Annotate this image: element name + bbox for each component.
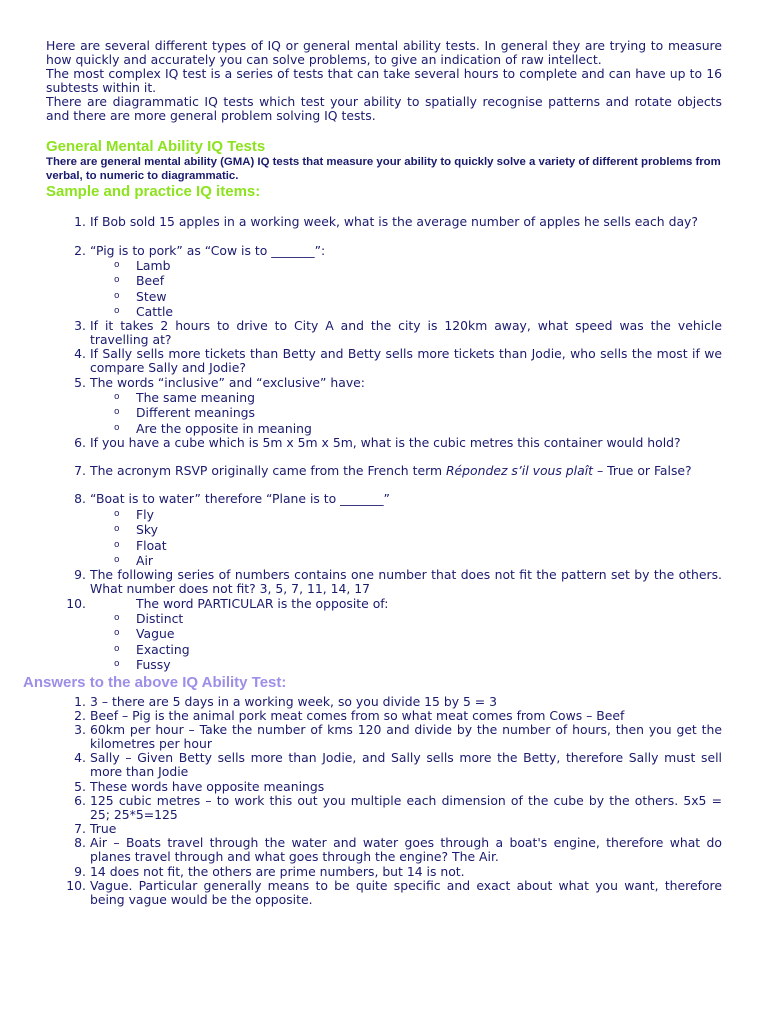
bullet-icon: o (114, 306, 120, 316)
question-text (90, 464, 722, 478)
bullet-icon: o (114, 613, 120, 623)
answer-number: 1. (74, 694, 86, 709)
gma-heading: General Mental Ability IQ Tests (46, 138, 266, 155)
question-number: 8. (74, 491, 86, 506)
bullet-icon: o (114, 540, 120, 550)
question-number: 1. (74, 214, 86, 229)
option-text: Stew (136, 289, 167, 304)
intro-paragraph-3: There are diagrammatic IQ tests which test your ability to spatially recognise patterns and rotate objects and there are more general problem solving IQ tests. (46, 93, 722, 123)
option-text: Exacting (136, 642, 190, 657)
bullet-icon: o (114, 291, 120, 301)
sample-heading: Sample and practice IQ items: (46, 183, 261, 200)
answer-text: 3 – there are 5 days in a working week, so you divide 15 by 5 = 3 (90, 694, 497, 709)
option-text: Different meanings (136, 405, 255, 420)
option-text: Float (136, 538, 167, 553)
bullet-icon: o (114, 509, 120, 519)
question-number: 5. (74, 375, 86, 390)
question-text: If it takes 2 hours to drive to City A and the city is 120km away, what speed was the vehicle travelling at? (90, 318, 722, 347)
question-text: The following series of numbers contains one number that does not fit the pattern set by the others. What number does not fit? 3, 5, 7, 11, 14, 17 (90, 567, 722, 596)
answer-text: True (90, 821, 117, 836)
answer-number: 6. (74, 793, 86, 808)
gma-description: There are general mental ability (GMA) IQ tests that measure your ability to quickly solve a variety of different problems from verbal, to numeric to diagrammatic. (46, 156, 721, 182)
question-number: 4. (74, 346, 86, 361)
answer-text: 125 cubic metres – to work this out you multiple each dimension of the cube by the others. 5x5 = 25; 25*5=125 (90, 793, 722, 822)
answer-number: 4. (74, 750, 86, 765)
question-text: If Sally sells more tickets than Betty and Betty sells more tickets than Jodie, who sells the most if we compare Sally and Jodie? (90, 346, 722, 375)
bullet-icon: o (114, 659, 120, 669)
answer-number: 2. (74, 708, 86, 723)
question-number: 7. (74, 463, 86, 478)
question-text: “Boat is to water” therefore “Plane is to _______” (90, 491, 390, 506)
answer-number: 7. (74, 821, 86, 836)
bullet-icon: o (114, 555, 120, 565)
option-text: Fly (136, 507, 154, 522)
answer-number: 10. (66, 878, 86, 893)
answer-number: 8. (74, 835, 86, 850)
answer-text: Beef – Pig is the animal pork meat comes from so what meat comes from Cows – Beef (90, 708, 625, 723)
answer-text: These words have opposite meanings (90, 779, 325, 794)
answers-heading: Answers to the above IQ Ability Test: (23, 674, 287, 691)
option-text: Vague (136, 626, 175, 641)
answer-text: Air – Boats travel through the water and water goes through a boat's engine, therefore what do planes travel through and what goes through the engine? The Air. (90, 835, 722, 864)
intro-paragraph-1: Here are several different types of IQ or general mental ability tests. In general they are trying to measure how quickly and accurately you can solve problems, to give an indication of raw intellect. (46, 38, 722, 67)
option-text: Are the opposite in meaning (136, 421, 312, 436)
answer-text: 14 does not fit, the others are prime numbers, but 14 is not. (90, 864, 465, 879)
intro-block (46, 39, 722, 122)
bullet-icon: o (114, 628, 120, 638)
answer-number: 3. (74, 722, 86, 737)
option-text: Fussy (136, 657, 171, 672)
option-text: Sky (136, 522, 158, 537)
intro-paragraph-2: The most complex IQ test is a series of tests that can take several hours to complete and can have up to 16 subtests within it. (46, 65, 722, 95)
answer-text: 60km per hour – Take the number of kms 120 and divide by the number of hours, then you get the kilometres per hour (90, 722, 722, 751)
bullet-icon: o (114, 275, 120, 285)
option-text: Air (136, 553, 154, 568)
answer-number: 5. (74, 779, 86, 794)
question-number: 10. (66, 596, 86, 611)
option-text: Cattle (136, 304, 174, 319)
bullet-icon: o (114, 260, 120, 270)
question-number: 6. (74, 435, 86, 450)
bullet-icon: o (114, 423, 120, 433)
answer-text: Sally – Given Betty sells more than Jodie, and Sally sells more the Betty, therefore Sally must sell more than Jodie (90, 750, 722, 779)
bullet-icon: o (114, 644, 120, 654)
question-number: 3. (74, 318, 86, 333)
question-text: The word PARTICULAR is the opposite of: (136, 596, 389, 611)
bullet-icon: o (114, 524, 120, 534)
option-text: Lamb (136, 258, 171, 273)
question-text: If Bob sold 15 apples in a working week, what is the average number of apples he sells each day? (90, 214, 698, 229)
question-text: If you have a cube which is 5m x 5m x 5m, what is the cubic metres this container would hold? (90, 435, 681, 450)
question-number: 2. (74, 243, 86, 258)
question-number: 9. (74, 567, 86, 582)
option-text: Beef (136, 273, 165, 288)
french-term: Répondez s’il vous plaît (445, 463, 593, 478)
question-text: “Pig is to pork” as “Cow is to _______”: (90, 243, 326, 258)
answer-number: 9. (74, 864, 86, 879)
question-text-start: The acronym RSVP originally came from the French term (90, 463, 446, 478)
question-text-end: – True or False? (593, 463, 692, 478)
bullet-icon: o (114, 392, 120, 402)
question-text: The words “inclusive” and “exclusive” have: (90, 375, 365, 390)
option-text: Distinct (136, 611, 184, 626)
answer-text: Vague. Particular generally means to be quite specific and exact about what you want, therefore being vague would be the opposite. (90, 878, 722, 907)
bullet-icon: o (114, 407, 120, 417)
option-text: The same meaning (136, 390, 255, 405)
